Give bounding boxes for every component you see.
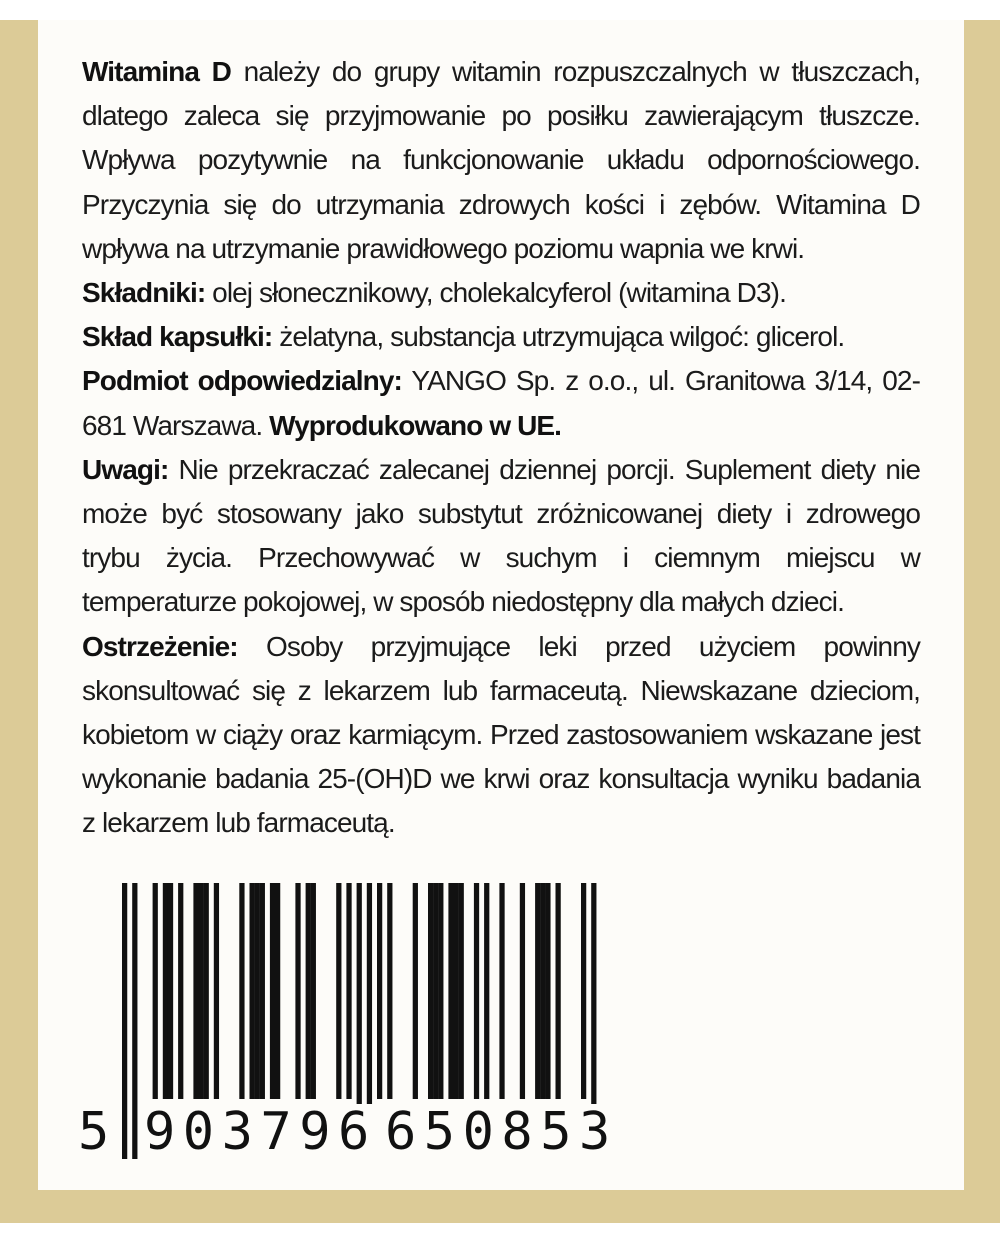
barcode-bar: [153, 883, 158, 1099]
paragraph-text: YANGO Sp. z o.o., ul. Granitowa 3/14, 02-681 Warszawa.: [82, 365, 920, 441]
barcode-first-digit: 5: [78, 1102, 117, 1162]
barcode-bar: [178, 883, 183, 1099]
barcode-bar: [260, 883, 265, 1099]
barcode-bar: [214, 883, 219, 1099]
barcode-bar: [438, 883, 443, 1099]
made-in-eu-note: Wyprodukowano w UE.: [269, 409, 562, 441]
paragraph-responsible-entity: [82, 359, 920, 447]
barcode-bar: [199, 883, 204, 1099]
barcode-bar: [306, 883, 311, 1099]
barcode-guard-bar: [132, 883, 137, 1159]
paragraph-lead: Uwagi:: [82, 453, 169, 485]
barcode-bar: [413, 883, 418, 1099]
barcode-bar: [270, 883, 275, 1099]
barcode-bar: [193, 883, 198, 1099]
paragraph-text: należy do grupy witamin rozpuszczalnych w tłuszczach, dlatego zaleca się przyjmowanie po posiłku zawierającym tłuszcze. Wpływa pozytywnie na funkcjonowanie układu odpornościowego. Przyczynia się do utrzymania zdrowych kości i zębów. Witamina D wpływa na utrzymanie prawidłowego poziomu wapnia we krwi.: [82, 56, 920, 264]
label-frame-left: [0, 20, 38, 1223]
barcode-bar: [239, 883, 244, 1099]
paragraph-text: żelatyna, substancja utrzymująca wilgoć: glicerol.: [272, 321, 845, 353]
label-frame-right: [964, 20, 1000, 1223]
barcode-right-group: 650853: [385, 1102, 618, 1162]
barcode-bar: [377, 883, 382, 1099]
paragraph-text: Osoby przyjmujące leki przed użyciem powinny skonsultować się z lekarzem lub farmaceutą. Niewskazane dzieciom, kobietom w ciąży oraz karmiącym. Przed zastosowaniem wskazane jest wykonanie badania 25-(OH)D we krwi oraz konsultacja wyniku badania z lekarzem lub farmaceutą.: [82, 630, 920, 839]
paragraph-lead: Skład kapsułki:: [82, 321, 273, 353]
barcode-bar: [459, 883, 464, 1099]
barcode-bar: [454, 883, 459, 1099]
barcode-left-group: 903796: [144, 1102, 377, 1162]
barcode-bar: [474, 883, 479, 1099]
paragraph-lead: Podmiot odpowiedzialny:: [82, 365, 402, 397]
paragraph-notes: [82, 448, 920, 625]
barcode-bar: [204, 883, 209, 1099]
barcode-bar: [428, 883, 433, 1099]
paragraph-text: olej słonecznikowy, cholekalcyferol (witamina D3).: [205, 277, 786, 309]
barcode-bar: [387, 883, 392, 1099]
barcode-bar: [448, 883, 453, 1099]
paragraph-text: Nie przekraczać zalecanej dziennej porcji. Suplement diety nie może być stosowany jako substytut zróżnicowanej diety i zdrowego trybu życia. Przechowywać w suchym i ciemnym miejscu w temperaturze pokojowej, w sposób niedostępny dla małych dzieci.: [82, 453, 920, 618]
paragraph-vitamin-d: [82, 50, 920, 271]
barcode-bar: [499, 883, 504, 1099]
barcode-bar: [295, 883, 300, 1099]
barcode-bar: [545, 883, 550, 1099]
barcode-guard-bar: [122, 883, 127, 1159]
barcode-bar: [336, 883, 341, 1099]
barcode-bar: [168, 883, 173, 1099]
barcode-bar: [163, 883, 168, 1099]
paragraph-lead: Witamina D: [82, 56, 231, 87]
barcode-bar: [540, 883, 545, 1099]
label-frame-bottom: [0, 1190, 1000, 1223]
barcode-bar: [346, 883, 351, 1099]
paragraph-lead: Składniki:: [82, 277, 206, 309]
paragraph-lead: Ostrzeżenie:: [82, 630, 238, 662]
paragraph-warning: [82, 625, 920, 846]
paragraph-capsule-composition: [82, 315, 920, 359]
paragraph-ingredients: [82, 271, 920, 315]
barcode-bar: [556, 883, 561, 1099]
barcode-bar: [535, 883, 540, 1099]
barcode-bar: [520, 883, 525, 1099]
barcode-bar: [484, 883, 489, 1099]
barcode-bar: [433, 883, 438, 1099]
barcode-bar: [275, 883, 280, 1099]
barcode-bar: [250, 883, 255, 1099]
barcode-bar: [311, 883, 316, 1099]
barcode-bar: [255, 883, 260, 1099]
label-text-block: [82, 50, 920, 846]
barcode-bar: [581, 883, 586, 1099]
